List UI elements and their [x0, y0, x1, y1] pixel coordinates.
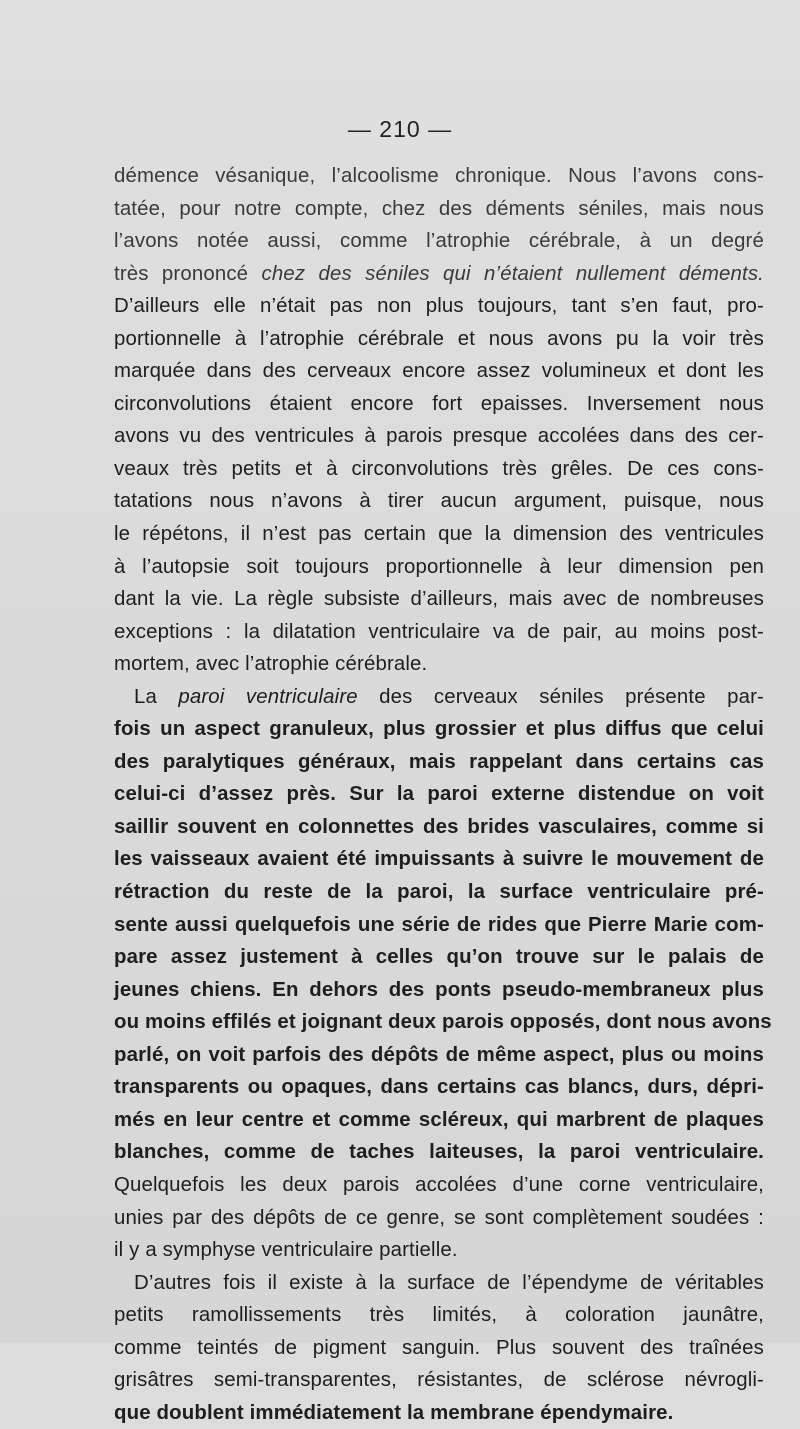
text-line: blanches, comme de taches laiteuses, la paroi ventriculaire.	[114, 1141, 764, 1164]
text-line: portionnelle à l’atrophie cérébrale et nous avons pu la voir très	[114, 327, 764, 350]
text-line: Quelquefois les deux parois accolées d’une corne ventriculaire,	[114, 1173, 764, 1196]
text-line: exceptions : la dilatation ventriculaire va de pair, au moins post-	[114, 620, 764, 643]
text-line: que doublent immédiatement la membrane épendymaire.	[114, 1401, 674, 1424]
text-line: grisâtres semi-transparentes, résistantes, de sclérose névrogli-	[114, 1369, 764, 1392]
text-line	[114, 681, 764, 714]
text-line: il y a symphyse ventriculaire partielle.	[114, 1239, 458, 1262]
italic-run: paroi ventriculaire	[178, 685, 358, 708]
text-line: mortem, avec l’atrophie cérébrale.	[114, 653, 428, 676]
text-line: ou moins effilés et joignant deux parois opposés, dont nous avons	[114, 1011, 772, 1034]
text-line: pare assez justement à celles qu’on trouve sur le palais de	[114, 946, 764, 969]
text-line: à l’autopsie soit toujours proportionnelle à leur dimension pen	[114, 555, 764, 578]
text-line: més en leur centre et comme scléreux, qui marbrent de plaques	[114, 1108, 764, 1131]
text-line: celui-ci d’assez près. Sur la paroi externe distendue on voit	[114, 783, 764, 806]
text-line: tatations nous n’avons à tirer aucun argument, puisque, nous	[114, 490, 764, 513]
text-line: saillir souvent en colonnettes des brides vasculaires, comme si	[114, 815, 764, 838]
text-run: des cerveaux séniles présente par-	[357, 685, 764, 708]
text-line: petits ramollissements très limités, à coloration jaunâtre,	[114, 1304, 764, 1327]
text-line: avons vu des ventricules à parois presque accolées dans des cer-	[114, 425, 764, 448]
text-line: marquée dans des cerveaux encore assez volumineux et dont les	[114, 360, 764, 383]
text-line: parlé, on voit parfois des dépôts de même aspect, plus ou moins	[114, 1043, 764, 1066]
text-line: transparents ou opaques, dans certains cas blancs, durs, dépri-	[114, 1076, 764, 1099]
text-line: des paralytiques généraux, mais rappelant dans certains cas	[114, 750, 764, 773]
text-line: D’ailleurs elle n’était pas non plus toujours, tant s’en faut, pro-	[114, 295, 764, 318]
text-line: D’autres fois il existe à la surface de l’épendyme de véritables	[134, 1271, 764, 1294]
text-line: fois un aspect granuleux, plus grossier et plus diffus que celui	[114, 718, 764, 741]
text-line: l’avons notée aussi, comme l’atrophie cérébrale, à un degré	[114, 230, 764, 253]
text-line	[114, 258, 764, 291]
text-line: tatée, pour notre compte, chez des déments séniles, mais nous	[114, 197, 764, 220]
text-line: sente aussi quelquefois une série de rides que Pierre Marie com-	[114, 913, 764, 936]
text-run: très prononcé	[114, 262, 262, 285]
text-line: les vaisseaux avaient été impuissants à suivre le mouvement de	[114, 848, 764, 871]
text-line: comme teintés de pigment sanguin. Plus souvent des traînées	[114, 1336, 764, 1359]
text-line: démence vésanique, l’alcoolisme chronique. Nous l’avons cons-	[114, 165, 764, 187]
italic-run: chez des séniles qui n’étaient nullement déments.	[261, 262, 764, 285]
text-line: jeunes chiens. En dehors des ponts pseudo-membraneux plus	[114, 978, 764, 1001]
text-line: rétraction du reste de la paroi, la surface ventriculaire pré-	[114, 881, 764, 904]
page-number: — 210 —	[347, 116, 453, 142]
text-line: le répétons, il n’est pas certain que la dimension des ventricules	[114, 523, 764, 546]
text-line: unies par des dépôts de ce genre, se sont complètement soudées :	[114, 1206, 764, 1229]
body-text	[114, 160, 772, 1429]
text-line: circonvolutions étaient encore fort epaisses. Inversement nous	[114, 392, 764, 415]
text-line: veaux très petits et à circonvolutions très grêles. De ces cons-	[114, 457, 764, 480]
text-line: dant la vie. La règle subsiste d’ailleurs, mais avec de nombreuses	[114, 588, 764, 611]
text-run: La	[134, 685, 179, 708]
